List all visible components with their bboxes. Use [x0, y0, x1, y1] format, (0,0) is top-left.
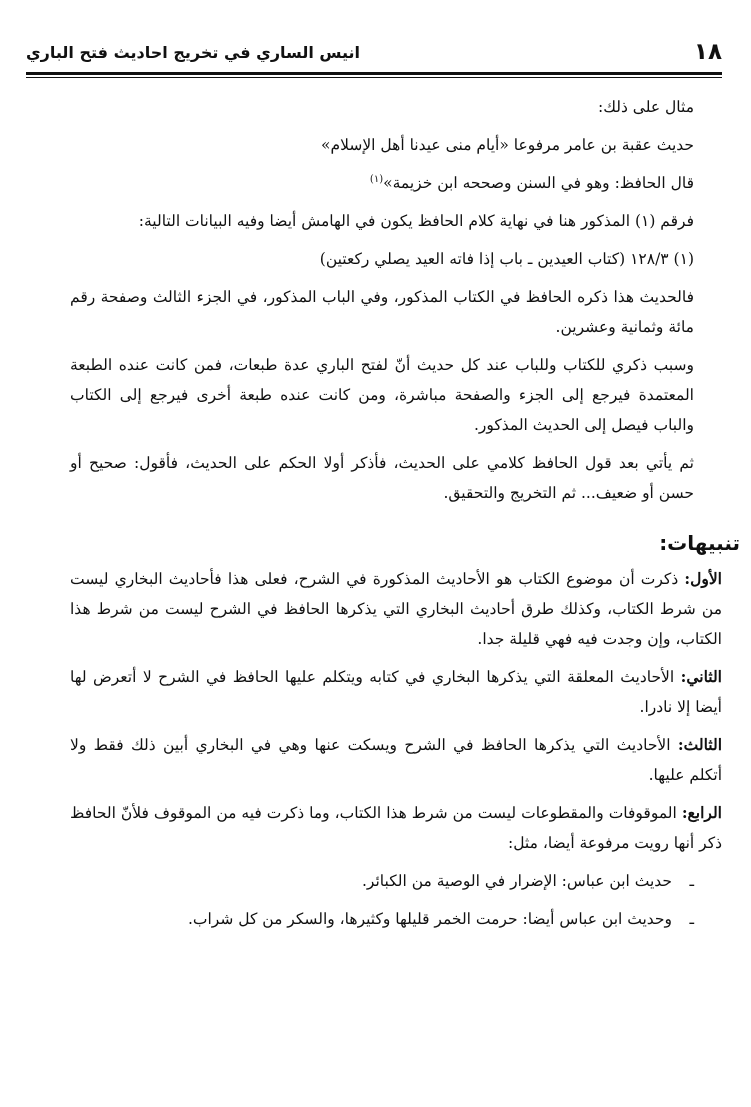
note-text: الموقوفات والمقطوعات ليست من شرط هذا الكتاب، وما ذكرت فيه من الموقوف فلأنّ الحافظ ذكر أنها رويت مرفوعة أيضا، مثل: — [70, 804, 722, 852]
note-text: الأحاديث التي يذكرها الحافظ في الشرح ويسكت عنها وهي في البخاري أبين ذلك فقط ولا أتكلم عليها. — [70, 736, 722, 784]
paragraph: حديث عقبة بن عامر مرفوعا «أيام منى عيدنا أهل الإسلام» — [321, 136, 694, 154]
bullet-text: وحديث ابن عباس أيضا: حرمت الخمر قليلها وكثيرها، والسكر من كل شراب. — [187, 910, 672, 928]
header-rule-thick — [26, 72, 722, 75]
paragraph: فالحديث هذا ذكره الحافظ في الكتاب المذكور، وفي الباب المذكور، في الجزء الثالث وصفحة رقم مائة وثمانية وعشرين. — [70, 288, 694, 336]
section-heading: تنبيهات: — [659, 531, 740, 555]
note-text: الأحاديث المعلقة التي يذكرها البخاري في كتابه ويتكلم عليها الحافظ في الشرح لا أتعرض لها أيضا إلا نادرا. — [70, 668, 722, 716]
paragraph: ثم يأتي بعد قول الحافظ كلامي على الحديث، فأذكر أولا الحكم على الحديث، فأقول: صحيح أو حسن أو ضعيف... ثم التخريج والتحقيق. — [70, 454, 694, 502]
note-label: الثاني: — [680, 667, 722, 686]
header-rule-thin — [26, 77, 722, 78]
note-item — [70, 798, 722, 858]
footnote-marker: (١) — [369, 174, 384, 185]
note-item — [70, 730, 722, 790]
page-header — [26, 34, 722, 70]
note-label: الثالث: — [677, 735, 722, 754]
paragraph-text: قال الحافظ: وهو في السنن وصححه ابن خزيمة» — [383, 174, 694, 192]
paragraph: مثال على ذلك: — [597, 98, 694, 116]
paragraph: وسبب ذكري للكتاب وللباب عند كل حديث أنّ لفتح الباري عدة طبعات، فمن كانت عنده الطبعة المعتمدة فيرجع إلى الجزء والصفحة مباشرة، ومن كانت عنده طبعة أخرى فيرجع إلى الكتاب والباب فيصل إلى الحديث المذكور. — [70, 356, 694, 434]
note-label: الأول: — [684, 569, 722, 588]
bullet-marker: ـ — [689, 910, 694, 928]
note-label: الرابع: — [681, 803, 722, 822]
bullet-text: حديث ابن عباس: الإضرار في الوصية من الكبائر. — [362, 872, 672, 890]
note-item — [70, 564, 722, 654]
page-number: ١٨ — [693, 39, 722, 65]
note-item — [70, 662, 722, 722]
paragraph: فرقم (١) المذكور هنا في نهاية كلام الحافظ يكون في الهامش أيضا وفيه البيانات التالية: — [138, 212, 694, 230]
page-body — [70, 92, 740, 942]
bullet-item — [70, 866, 722, 896]
paragraph: (١) ١٢٨/٣ (كتاب العيدين ـ باب إذا فاته العيد يصلي ركعتين) — [319, 250, 694, 268]
bullet-item — [70, 904, 722, 934]
paragraph — [70, 168, 722, 198]
running-title: انيس الساري في تخريج احاديث فتح الباري — [26, 42, 361, 62]
note-text: ذكرت أن موضوع الكتاب هو الأحاديث المذكورة في الشرح، فعلى هذا فأحاديث البخاري ليست من شرط الكتاب، وكذلك طرق أحاديث البخاري التي يذكرها الحافظ في الشرح ليست من شرط هذا الكتاب، وإن وجدت فيه فهي قليلة جدا. — [70, 570, 722, 648]
bullet-marker: ـ — [689, 872, 694, 890]
